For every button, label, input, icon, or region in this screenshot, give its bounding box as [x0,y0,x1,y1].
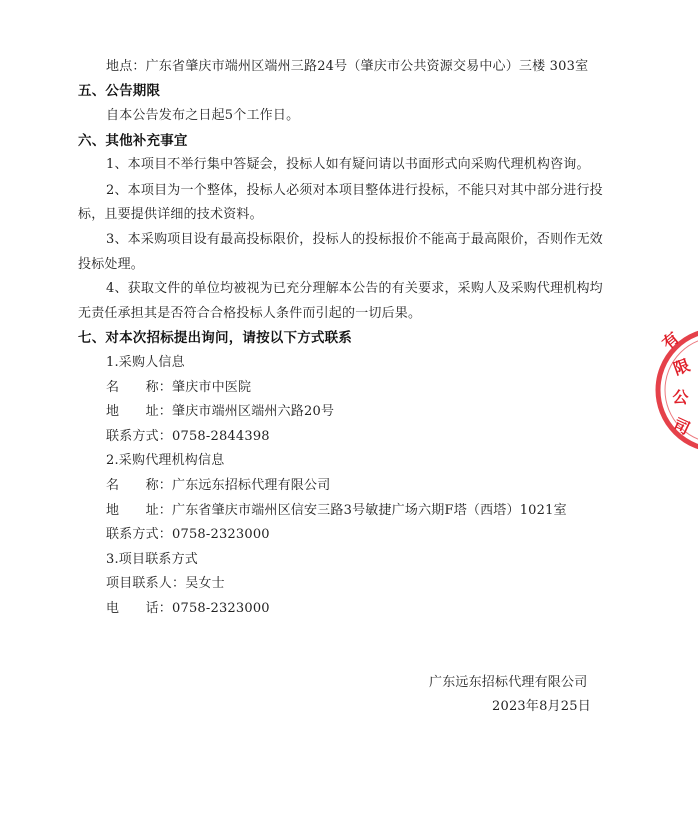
section-7-heading: 七、对本次招标提出询问，请按以下方式联系 [78,330,352,346]
agency-address: 地 址：广东省肇庆市端州区信安三路3号敏捷广场六期F塔（西塔）1021室 [106,503,567,518]
section-6-item-1: 1、本项目不举行集中答疑会，投标人如有疑问请以书面形式向采购代理机构咨询。 [106,157,590,172]
svg-text:司: 司 [670,414,693,439]
section-5-heading: 五、公告期限 [78,83,161,99]
agency-contact: 联系方式：0758-2323000 [106,527,270,542]
section-6-item-2-line-1: 2、本项目为一个整体，投标人必须对本项目整体进行投标，不能只对其中部分进行投 [106,183,603,198]
svg-text:公: 公 [671,387,690,408]
purchaser-address: 地 址：肇庆市端州区端州六路20号 [106,404,335,419]
company-seal-icon [650,320,698,460]
section-6-item-2-line-2: 标，且要提供详细的技术资料。 [78,207,263,222]
location-line: 地点：广东省肇庆市端州区端州三路24号（肇庆市公共资源交易中心）三楼 303室 [106,59,589,74]
project-contact-person: 项目联系人：吴女士 [106,576,225,591]
section-6-heading: 六、其他补充事宜 [78,133,188,149]
section-6-item-4-line-1: 4、获取文件的单位均被视为已充分理解本公告的有关要求，采购人及采购代理机构均 [106,281,603,296]
project-contact-title: 3.项目联系方式 [106,552,199,567]
agency-name: 名 称：广东远东招标代理有限公司 [106,478,331,493]
svg-text:有: 有 [658,328,683,354]
section-6-item-3-line-2: 投标处理。 [78,257,145,272]
signature-date: 2023年8月25日 [492,699,591,714]
purchaser-title: 1.采购人信息 [106,355,185,370]
purchaser-name: 名 称：肇庆市中医院 [106,380,252,395]
svg-text:限: 限 [670,355,693,379]
section-6-item-4-line-2: 无责任承担其是否符合合格投标人条件而引起的一切后果。 [78,306,422,321]
section-5-text: 自本公告发布之日起5个工作日。 [106,108,300,123]
section-6-item-3-line-1: 3、本采购项目设有最高投标限价，投标人的投标报价不能高于最高限价，否则作无效 [106,232,603,247]
purchaser-contact: 联系方式：0758-2844398 [106,429,270,444]
agency-title: 2.采购代理机构信息 [106,453,225,468]
project-contact-phone: 电 话：0758-2323000 [106,601,270,616]
signature-company: 广东远东招标代理有限公司 [429,675,588,690]
